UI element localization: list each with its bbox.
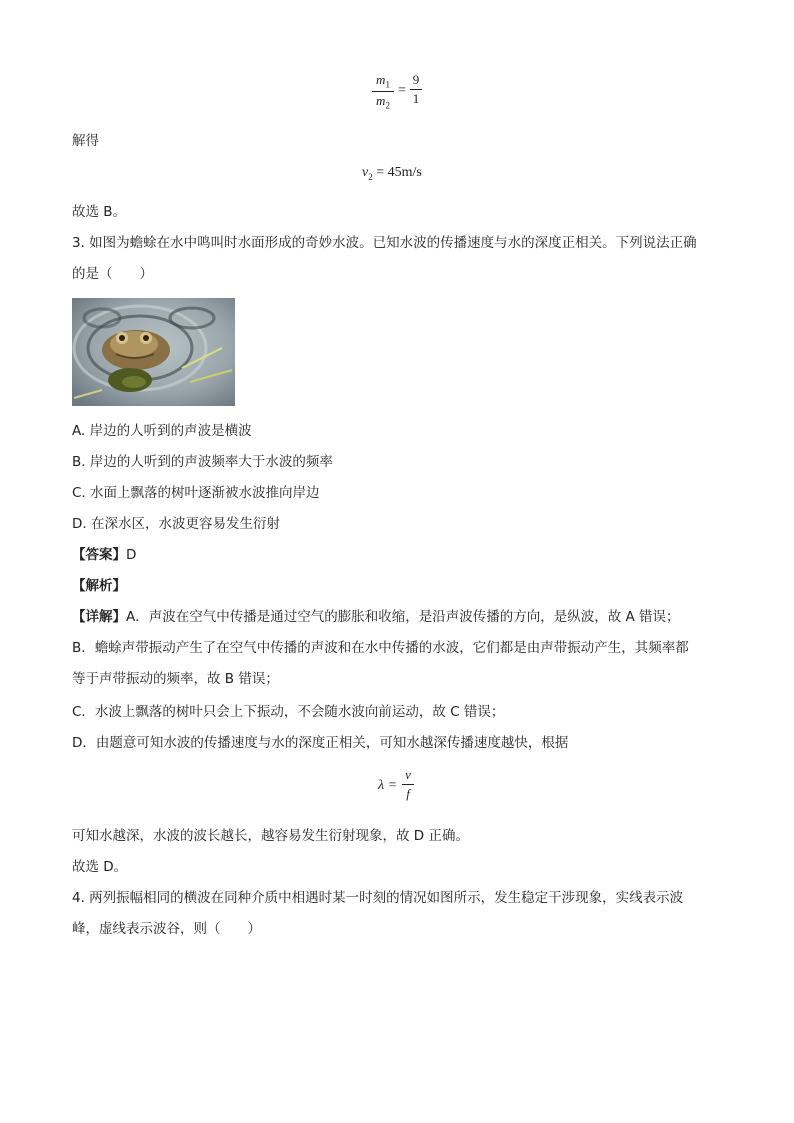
q3-option-a: A. 岸边的人听到的声波是横波 (72, 423, 252, 439)
q3-option-c: C. 水面上飘落的树叶逐渐被水波推向岸边 (72, 485, 320, 501)
q3-analysis-tag: 【解析】 (72, 578, 126, 594)
ratio-fraction: 9 1 (410, 72, 422, 107)
q3-detail-b-line1: B．蟾蜍声带振动产生了在空气中传播的声波和在水中传播的水波，它们都是由声带振动产生，其频率都 (72, 640, 689, 656)
velocity-equation: $v_2 = 45m/s$ (362, 165, 422, 182)
q4-stem-line1: 4. 两列振幅相同的横波在同种介质中相遇时某一时刻的情况如图所示，发生稳定干涉现象，实线表示波 (72, 890, 684, 906)
wavelength-formula-lhs: λ = (378, 778, 398, 793)
q3-choice: 故选 D。 (72, 859, 128, 875)
wavelength-formula-fraction: v f (402, 767, 414, 802)
q3-option-d: D. 在深水区，水波更容易发生衍射 (72, 516, 280, 532)
q3-option-b: B. 岸边的人听到的声波频率大于水波的频率 (72, 454, 333, 470)
frog-in-water-photo (72, 298, 235, 406)
q3-detail-d: D．由题意可知水波的传播速度与水的深度正相关，可知水越深传播速度越快，根据 (72, 735, 569, 751)
q3-detail-a: 【详解】A．声波在空气中传播是通过空气的膨胀和收缩，是沿声波传播的方向，是纵波，故 A 错误； (72, 609, 680, 625)
solve-label: 解得 (72, 133, 99, 149)
prev-choice: 故选 B。 (72, 204, 127, 220)
q3-conclusion: 可知水越深，水波的波长越长，越容易发生衍射现象，故 D 正确。 (72, 828, 469, 844)
q4-stem-line2: 峰，虚线表示波谷，则（ ） (72, 921, 261, 937)
q3-detail-b-line2: 等于声带振动的频率，故 B 错误； (72, 671, 279, 687)
mass-ratio-fraction: $m_1$ $m_2$ (372, 72, 394, 110)
q3-answer: 【答案】D (72, 547, 137, 563)
q3-detail-c: C．水波上飘落的树叶只会上下振动，不会随水波向前运动，故 C 错误； (72, 704, 505, 720)
q3-stem-line1: 3. 如图为蟾蜍在水中鸣叫时水面形成的奇妙水波。已知水波的传播速度与水的深度正相关。下列说法正确 (72, 235, 697, 251)
equals-sign: = (398, 83, 406, 98)
q3-stem-line2: 的是（ ） (72, 266, 153, 282)
